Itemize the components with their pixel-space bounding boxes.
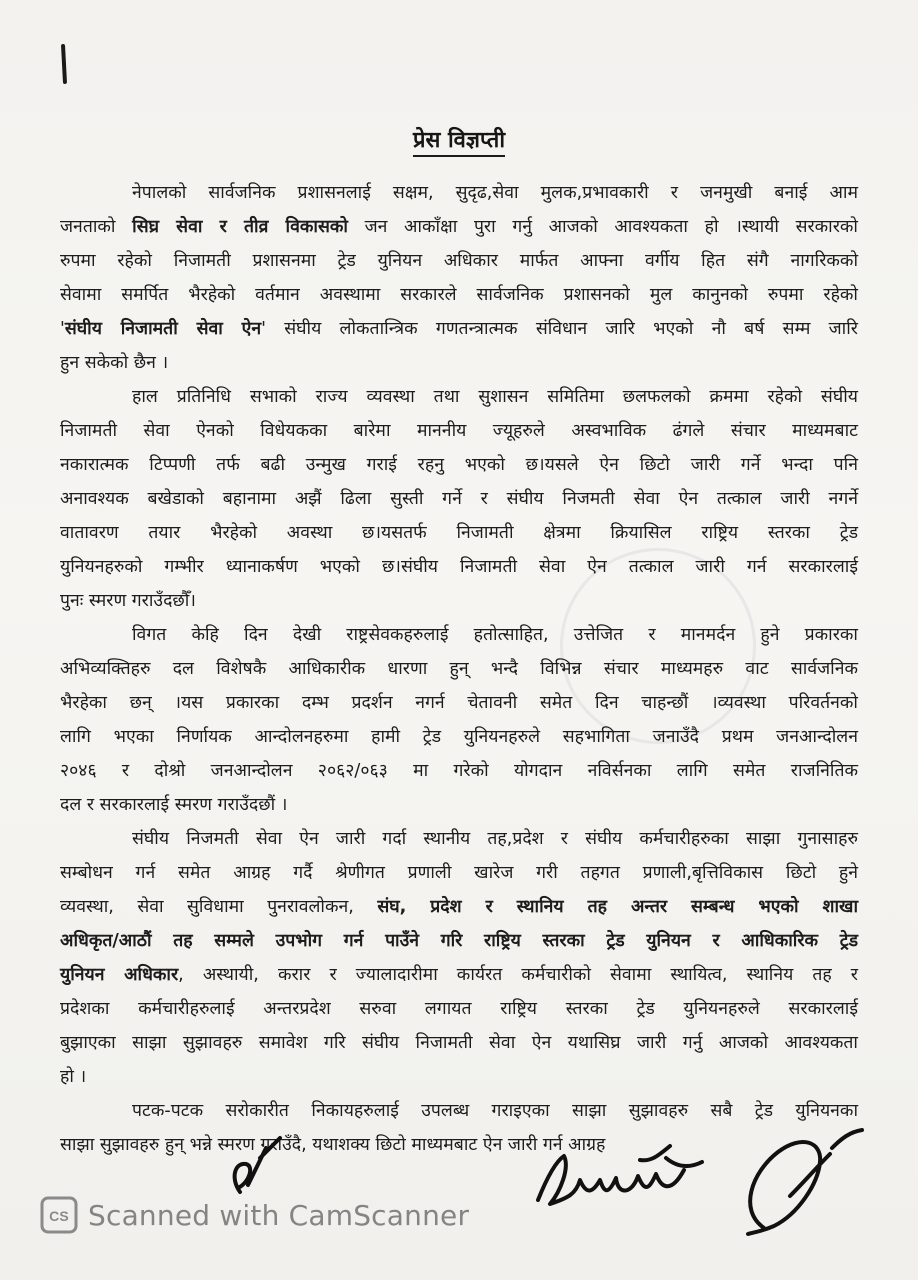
text-line: हाल प्रतिनिधि सभाको राज्य व्यवस्था तथा सुशासन समितिमा छलफलको क्रममा रहेको संघीय xyxy=(132,387,858,407)
text-line: वातावरण तयार भैरहेको अवस्था छ।यसतर्फ निजामती क्षेत्रमा क्रियासिल राष्ट्रिय स्तरका ट्रेड xyxy=(60,523,858,543)
text-line: सेवामा समर्पित भैरहेको वर्तमान अवस्थामा सरकारले सार्वजनिक प्रशासनको मुल कानुनको रुपमा रहेको xyxy=(60,285,858,305)
text-line xyxy=(60,890,858,924)
text-line xyxy=(60,924,858,958)
line-segment: , अस्थायी, करार र ज्यालादारीमा कार्यरत कर्मचारीको सेवामा स्थायित्व, स्थानिय तह र xyxy=(178,965,858,985)
line-segment: ' xyxy=(60,319,65,339)
paragraph xyxy=(60,176,858,380)
camscanner-logo-icon xyxy=(40,1196,78,1234)
document-title: प्रेस विज्ञप्ती xyxy=(413,128,505,157)
paragraph xyxy=(60,822,858,1094)
text-line xyxy=(60,312,858,346)
signature-middle xyxy=(520,1122,710,1222)
text-line: भैरहेका छन् ।यस प्रकारका दम्भ प्रदर्शन नगर्न चेतावनी समेत दिन चाहन्छौं ।व्यवस्था परिवर्तनको xyxy=(60,693,858,713)
signature-right xyxy=(720,1124,870,1242)
bold-line-segment: युनियन अधिकार xyxy=(60,965,179,985)
text-line: नकारात्मक टिप्पणी तर्फ बढी उन्मुख गराई रहनु भएको छ।यसले ऐन छिटो जारी गर्ने भन्दा पनि xyxy=(60,455,858,475)
bold-line-segment: अधिकृत/आठौं तह सम्मले उपभोग गर्न पाउँने गरि राष्ट्रिय स्तरका ट्रेड युनियन र आधिकारिक ट्रेड xyxy=(60,931,858,951)
text-line: अनावश्यक बखेडाको बहानामा अझैं ढिला सुस्ती गर्ने र संघीय निजमती सेवा ऐन तत्काल जारी नगर्ने xyxy=(60,489,858,509)
line-segment: जन आकाँक्षा पुरा गर्नु आजको आवश्यकता हो ।स्थायी सरकारको xyxy=(347,217,858,237)
text-line: सम्बोधन गर्न समेत आग्रह गर्दै श्रेणीगत प्रणाली खारेज गरी तहगत प्रणाली,बृत्तिविकास छिटो हुने xyxy=(60,863,858,883)
text-line: नेपालको सार्वजनिक प्रशासनलाई सक्षम, सुदृढ,सेवा मुलक,प्रभावकारी र जनमुखी बनाई आम xyxy=(132,183,858,203)
document-title-wrap xyxy=(0,124,918,154)
watermark-text: Scanned with CamScanner xyxy=(88,1198,470,1232)
text-line: २०४६ र दोश्रो जनआन्दोलन २०६२/०६३ मा गरेको योगदान नविर्सनका लागि समेत राजनितिक xyxy=(60,761,858,781)
text-line xyxy=(60,958,858,992)
text-line: पुनः स्मरण गराउँदछौँ। xyxy=(60,591,196,611)
text-line xyxy=(60,210,858,244)
text-line: संघीय निजमती सेवा ऐन जारी गर्दा स्थानीय तह,प्रदेश र संघीय कर्मचारीहरुका साझा गुनासाहरु xyxy=(132,829,858,849)
text-line: रुपमा रहेको निजामती प्रशासनमा ट्रेड युनियन अधिकार मार्फत आफ्ना वर्गीय हित संगै नागरिकको xyxy=(60,251,858,271)
line-segment: जनताको xyxy=(60,217,133,237)
text-line: दल र सरकारलाई स्मरण गराउँदछौं । xyxy=(60,795,288,815)
text-line: प्रदेशका कर्मचारीहरुलाई अन्तरप्रदेश सरुवा लगायत राष्ट्रिय स्तरका ट्रेड युनियनहरुले सरकारलाई xyxy=(60,999,858,1019)
text-line: निजामती सेवा ऐनको विधेयकका बारेमा माननीय ज्यूहरुले अस्वभाविक ढंगले संचार माध्यमबाट xyxy=(60,421,858,441)
paragraph xyxy=(60,380,858,618)
text-line: विगत केहि दिन देखी राष्ट्रसेवकहरुलाई हतोत्साहित, उत्तेजित र मानमर्दन हुने प्रकारका xyxy=(132,625,858,645)
page-mark-stroke xyxy=(61,44,67,84)
bold-line-segment: सिघ्र सेवा र तीव्र विकासको xyxy=(132,217,348,237)
bold-line-segment: संघ, प्रदेश र स्थानिय तह अन्तर सम्बन्ध भएको शाखा xyxy=(377,897,859,917)
svg-text:CS: CS xyxy=(49,1208,69,1224)
bold-line-segment: संघीय निजामती सेवा ऐन xyxy=(64,319,262,339)
text-line: हो । xyxy=(60,1067,87,1087)
text-line: युनियनहरुको गम्भीर ध्यानाकर्षण भएको छ।संघीय निजामती सेवा ऐन तत्काल जारी गर्न सरकारलाई xyxy=(60,557,858,577)
paragraph xyxy=(60,618,858,822)
text-line: पटक-पटक सरोकारीत निकायहरुलाई उपलब्ध गराइएका साझा सुझावहरु सबै ट्रेड युनियनका xyxy=(132,1101,858,1121)
text-line: साझा सुझावहरु हुन् भन्ने स्मरण गराउँदै, यथाशक्य छिटो माध्यमबाट ऐन जारी गर्न आग्रह xyxy=(60,1135,606,1155)
text-line: बुझाएका साझा सुझावहरु समावेश गरि संघीय निजामती सेवा ऐन यथासिघ्र जारी गर्नु आजको आवश्यकता xyxy=(60,1033,858,1053)
text-line: लागि भएका निर्णायक आन्दोलनहरुमा हामी ट्रेड युनियनहरुले सहभागिता जनाउँदै प्रथम जनआन्दोलन xyxy=(60,727,858,747)
line-segment: व्यवस्था, सेवा सुविधामा पुनरावलोकन, xyxy=(60,897,378,917)
text-line: हुन सकेको छैन । xyxy=(60,353,169,373)
text-line: अभिव्यक्तिहरु दल विशेषकै आधिकारीक धारणा हुन् भन्दै विभिन्न संचार माध्यमहरु वाट सार्वजनिक xyxy=(60,659,858,679)
camscanner-watermark xyxy=(40,1196,469,1234)
document-body xyxy=(60,176,858,1162)
line-segment: ' संघीय लोकतान्त्रिक गणतन्त्रात्मक संविधान जारि भएको नौ बर्ष सम्म जारि xyxy=(261,319,858,339)
